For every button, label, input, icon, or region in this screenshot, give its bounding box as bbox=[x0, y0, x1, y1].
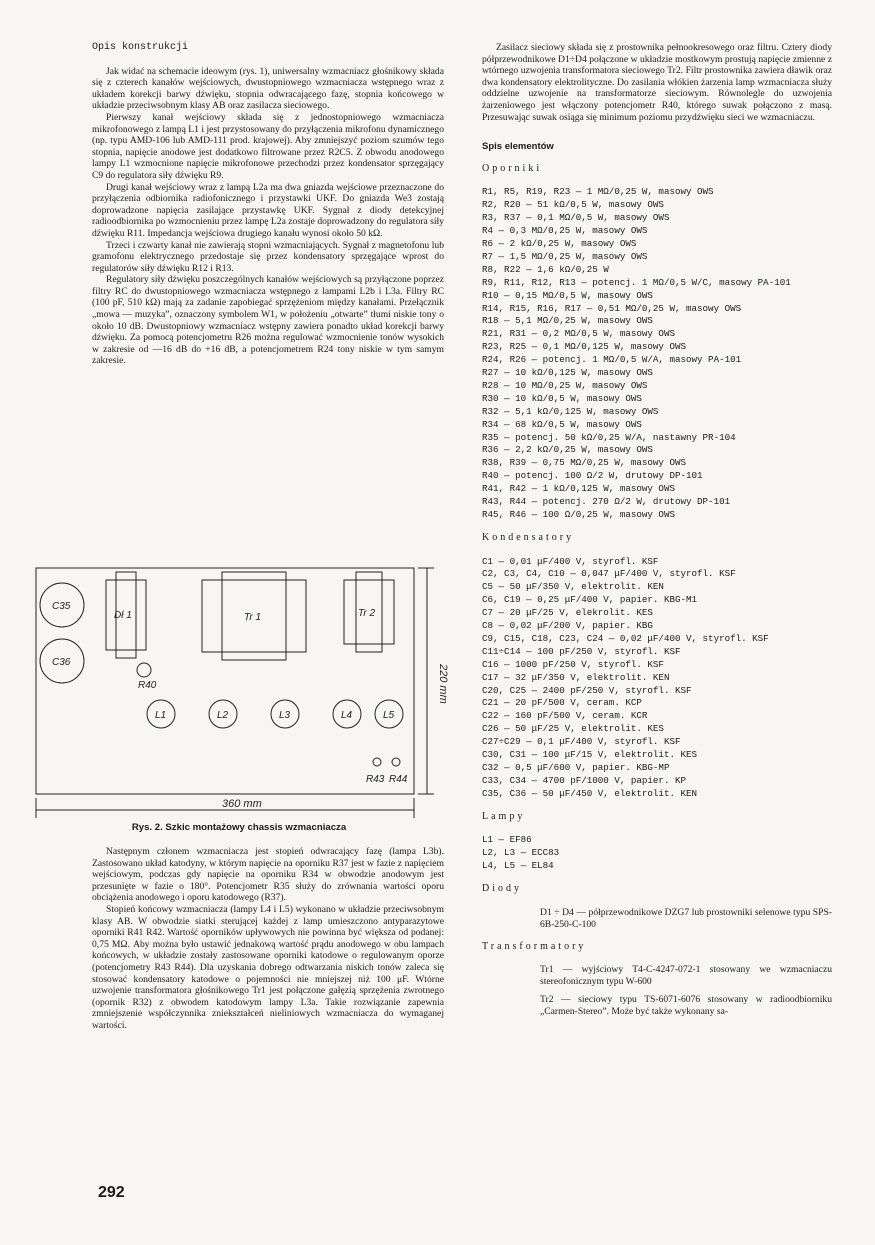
l1-label: L1 bbox=[155, 710, 167, 721]
left-column bbox=[92, 42, 444, 367]
c35-label: C35 bbox=[52, 601, 71, 612]
l4-label: L4 bbox=[341, 710, 353, 721]
chassis-diagram bbox=[34, 566, 449, 828]
tr1-label: Tr 1 bbox=[244, 612, 262, 623]
list-item: R4 — 0,3 MΩ/0,25 W, masowy OWS bbox=[482, 225, 648, 237]
paragraph: Zasilacz sieciowy składa się z prostownika pełnookresowego oraz filtru. Cztery diody półprzewodnikowe D1÷D4 połączone w układzie mostkowym prostują napięcie zmienne z wtórnego uzwojenia transformatora sieciowego Tr2. Filtr prostownika zawiera dławik oraz dwa kondensatory elektrolityczne. Do zasilania włókien żarzenia lamp wzmacniacza służy oddzielne uzwojenie na transformatorze sieciowym. Równolegle do uzwojenia żarzeniowego jest włączony potencjometr R40, którego suwak połączono z masą. Przesuwając suwak osiąga się minimum poziomu przydźwięku sieci we wzmacniaczu. bbox=[482, 42, 832, 123]
list-item: R35 — potencj. 50 kΩ/0,25 W/A, nastawny PR-104 bbox=[482, 431, 736, 443]
list-item: C35, C36 — 50 μF/450 V, elektrolit. KEN bbox=[482, 787, 698, 799]
list-item: R10 — 0,15 MΩ/0,5 W, masowy OWS bbox=[482, 289, 653, 301]
r44-label: R44 bbox=[389, 774, 408, 785]
list-item: C2, C3, C4, C10 — 0,047 μF/400 V, styrofl. KSF bbox=[482, 568, 736, 580]
list-item: L4, L5 — EL84 bbox=[482, 860, 554, 872]
list-item: R8, R22 — 1,6 kΩ/0,25 W bbox=[482, 263, 609, 275]
l5-label: L5 bbox=[383, 710, 395, 721]
list-item: Tr1 — wyjściowy T4-C-4247-072-1 stosowany we wzmacniaczu stereofonicznym typu W-600 bbox=[540, 964, 832, 988]
list-item: C11÷C14 — 100 pF/250 V, styrofl. KSF bbox=[482, 645, 681, 657]
resistors-list bbox=[482, 186, 832, 522]
r40-label: R40 bbox=[138, 680, 157, 691]
dl1-label: Dł 1 bbox=[114, 610, 132, 621]
list-item: C33, C34 — 4700 pF/1000 V, papier. KP bbox=[482, 774, 686, 786]
diodes-heading: Diody bbox=[482, 883, 522, 895]
paragraph: Trzeci i czwarty kanał nie zawierają stopni wzmacniających. Sygnał z magnetofonu lub gramofonu elektrycznego przedostaje się przez kondensatory sprzęgające wprost do regulatorów siły dźwięku R12 i R13. bbox=[92, 239, 444, 274]
paragraph: Drugi kanał wejściowy wraz z lampą L2a ma dwa gniazda wejściowe przeznaczone do przyłączenia odbiornika radiofonicznego i przystawki UKF. Do gniazda We3 zostają doprowadzone napięcia zasilające przystawkę UKF. Sygnał z diody detekcyjnej radioodbiornika po wzmocnieniu przez lampę L2a zostaje doprowadzony do regulatora siły dźwięku R11. Impedancja wejściowa drugiego kanału wynosi około 50 kΩ. bbox=[92, 181, 444, 239]
chassis-outline bbox=[36, 568, 414, 794]
page-number: 292 bbox=[98, 1184, 125, 1201]
r43-pot bbox=[373, 758, 381, 766]
list-item: R36 — 2,2 kΩ/0,25 W, masowy OWS bbox=[482, 444, 653, 456]
list-item: R18 — 5,1 MΩ/0,25 W, masowy OWS bbox=[482, 315, 653, 327]
list-item: C26 — 50 μF/25 V, elektrolit. KES bbox=[482, 723, 664, 735]
paragraph: Następnym członem wzmacniacza jest stopień odwracający fazę (lampa L3b). Zastosowano układ katodyny, w którym napięcie na oporniku R37 jest w fazie z napięciem wejściowym, podczas gdy napięcie na oporniku R34 w obwodzie anodowym jest przesunięte w fazie o 180°. Potencjometr R35 służy do zrównania wartości oporu obciążenia anodowego i oporu katodowego (R37). bbox=[92, 846, 444, 904]
list-item: R32 — 5,1 kΩ/0,125 W, masowy OWS bbox=[482, 405, 659, 417]
left-column-lower bbox=[92, 846, 444, 1032]
list-item: R21, R31 — 0,2 MΩ/0,5 W, masowy OWS bbox=[482, 328, 675, 340]
resistors-heading: Oporniki bbox=[482, 162, 543, 174]
paragraph: Stopień końcowy wzmacniacza (lampy L4 i L5) wykonano w układzie przeciwsobnym klasy AB. W obwodzie siatki sterującej każdej z lamp umieszczono antyparazytowe oporniki R41 R42. Wartość oporników upływowych nie powinna być większa od podanej: 0,75 MΩ. Aby można było ustawić jednakową wartość prądu anodowego w obu lampach końcowych, w układzie zostały zastosowane oporniki katodowe o regulowanym oporze (potencjometry R43 R44). Dla uzyskania dobrego odtwarzania niskich tonów zaleca się stosować kondensatory katodowe o pojemności nie mniejszej niż 100 μF. Wtórne uzwojenie transformatora głośnikowego Tr1 jest połączone gałęzią sprzężenia zwrotnego (opornik R32) z obwodem katodowym lampy L3a. Takie rozwiązanie zapewnia zmniejszenie współczynnika zniekształceń nieliniowych wzmacniacza do wymaganej wartości. bbox=[92, 903, 444, 1031]
l2-label: L2 bbox=[217, 710, 229, 721]
list-item: R3, R37 — 0,1 MΩ/0,5 W, masowy OWS bbox=[482, 212, 670, 224]
list-item: R34 — 68 kΩ/0,5 W, masowy OWS bbox=[482, 418, 642, 430]
paragraph: Jak widać na schemacie ideowym (rys. 1), uniwersalny wzmacniacz głośnikowy składa się z czterech kanałów wejściowych, dwustopniowego wzmacniacza wstępnego wraz z układem korekcji barwy dźwięku, stopnia odwracającego fazę, stopnia końcowego w układzie przeciwsobnym klasy AB oraz zasilacza sieciowego. bbox=[92, 65, 444, 112]
list-item: R28 — 10 MΩ/0,25 W, masowy OWS bbox=[482, 379, 648, 391]
list-item: R1, R5, R19, R23 — 1 MΩ/0,25 W, masowy OWS bbox=[482, 186, 714, 198]
list-item: R30 — 10 kΩ/0,5 W, masowy OWS bbox=[482, 392, 642, 404]
capacitors-list bbox=[482, 556, 832, 801]
list-item: R7 — 1,5 MΩ/0,25 W, masowy OWS bbox=[482, 250, 648, 262]
list-item: C5 — 50 μF/350 V, elektrolit. KEN bbox=[482, 581, 664, 593]
list-item: R9, R11, R12, R13 — potencj. 1 MΩ/0,5 W/C, masowy PA-101 bbox=[482, 276, 791, 288]
list-item: R38, R39 — 0,75 MΩ/0,25 W, masowy OWS bbox=[482, 457, 686, 469]
tr2-label: Tr 2 bbox=[358, 608, 376, 619]
transformers-heading: Transformatory bbox=[482, 940, 587, 952]
list-item: C9, C15, C18, C23, C24 — 0,02 μF/400 V, styrofl. KSF bbox=[482, 632, 769, 644]
list-item: R43, R44 — potencj. 270 Ω/2 W, drutowy DP-101 bbox=[482, 496, 731, 508]
list-item: Tr2 — sieciowy typu TS-6071-6076 stosowany w radioodbiorniku „Carmen-Stereo”. Może być także wykonany sa- bbox=[540, 994, 832, 1018]
r40-pot bbox=[137, 663, 151, 677]
c36-label: C36 bbox=[52, 657, 71, 668]
list-item: C27÷C29 — 0,1 μF/400 V, styrofl. KSF bbox=[482, 736, 681, 748]
list-item: R40 — potencj. 100 Ω/2 W, drutowy DP-101 bbox=[482, 470, 703, 482]
list-item: L1 — EF86 bbox=[482, 834, 532, 846]
right-column bbox=[482, 42, 832, 1024]
list-item: R23, R25 — 0,1 MΩ/0,125 W, masowy OWS bbox=[482, 341, 686, 353]
list-item: R45, R46 — 100 Ω/0,25 W, masowy OWS bbox=[482, 509, 675, 520]
list-item: R24, R26 — potencj. 1 MΩ/0,5 W/A, masowy PA-101 bbox=[482, 354, 742, 366]
parts-list-title: Spis elementów bbox=[482, 141, 554, 153]
list-item: R2, R20 — 51 kΩ/0,5 W, masowy OWS bbox=[482, 199, 664, 211]
capacitors-heading: Kondensatory bbox=[482, 531, 575, 543]
list-item: C6, C19 — 0,25 μF/400 V, papier. KBG-M1 bbox=[482, 594, 698, 606]
list-item: C8 — 0,02 μF/200 V, papier. KBG bbox=[482, 620, 653, 632]
figure-caption: Rys. 2. Szkic montażowy chassis wzmacniacza bbox=[131, 822, 347, 833]
height-label: 220 mm bbox=[437, 664, 449, 704]
list-item: C21 — 20 pF/500 V, ceram. KCP bbox=[482, 697, 642, 709]
list-item: C32 — 0,5 μF/600 V, papier. KBG-MP bbox=[482, 762, 670, 773]
r44-pot bbox=[392, 758, 400, 766]
list-item: R6 — 2 kΩ/0,25 W, masowy OWS bbox=[482, 237, 637, 249]
list-item: C16 — 1000 pF/250 V, styrofl. KSF bbox=[482, 658, 664, 670]
tubes-heading: Lampy bbox=[482, 810, 526, 822]
paragraph: Regulatory siły dźwięku poszczególnych kanałów wejściowych są przyłączone poprzez filtry RC do dwustopniowego wzmacniacza wstępnego z lampami L2b i L3a. Filtry RC (100 pF, 510 kΩ) mają za zadanie zapobiegać sprzężeniom między kanałami. Przełącznik „mowa — muzyka”, oznaczony symbolem W1, w położeniu „otwarte” tłumi niskie tony o około 10 dB. Dwustopniowy wzmacniacz wstępny zawiera ponadto układ korekcji barwy dźwięku. Za pomocą potencjometru R26 można regulować wzmocnienie tonów wysokich w zakresie od —16 dB do +16 dB, a potencjometrem R24 tony niskie w tym samym zakresie. bbox=[92, 274, 444, 367]
list-item: C22 — 160 pF/500 V, ceram. KCR bbox=[482, 710, 648, 722]
list-item: D1 ÷ D4 — półprzewodnikowe DZG7 lub prostowniki selenowe typu SPS-6B-250-C-100 bbox=[540, 906, 832, 930]
list-item: C30, C31 — 100 μF/15 V, elektrolit. KES bbox=[482, 749, 698, 761]
list-item: C7 — 20 μF/25 V, elekrolit. KES bbox=[482, 607, 653, 619]
section-title: Opis konstrukcji bbox=[92, 42, 189, 53]
tubes-list bbox=[482, 834, 832, 873]
list-item: C20, C25 — 2400 pF/250 V, styrofl. KSF bbox=[482, 684, 692, 696]
list-item: R41, R42 — 1 kΩ/0,125 W, masowy OWS bbox=[482, 483, 675, 495]
list-item: C17 — 32 μF/350 V, elektrolit. KEN bbox=[482, 671, 670, 683]
l3-label: L3 bbox=[279, 710, 291, 721]
list-item: C1 — 0,01 μF/400 V, styrofl. KSF bbox=[482, 555, 659, 567]
list-item: R27 — 10 kΩ/0,125 W, masowy OWS bbox=[482, 367, 653, 379]
list-item: L2, L3 — ECC83 bbox=[482, 847, 560, 859]
width-label: 360 mm bbox=[222, 798, 262, 810]
r43-label: R43 bbox=[366, 774, 385, 785]
list-item: R14, R15, R16, R17 — 0,51 MΩ/0,25 W, masowy OWS bbox=[482, 302, 742, 314]
paragraph: Pierwszy kanał wejściowy składa się z jednostopniowego wzmacniacza mikrofonowego z lampą L1 i jest przystosowany do przyłączenia mikrofonu dynamicznego (np. typu AMD-106 lub AMD-111 prod. krajowej). Aby zmniejszyć poziom szumów tego stopnia, napięcie anodowe jest dodatkowo filtrowane przez R2C5. Z obwodu anodowego lampy L1 wzmocnione napięcie mikrofonowe przechodzi przez kondensator sprzęgający C9 do regulatora siły dźwięku R9. bbox=[92, 111, 444, 181]
